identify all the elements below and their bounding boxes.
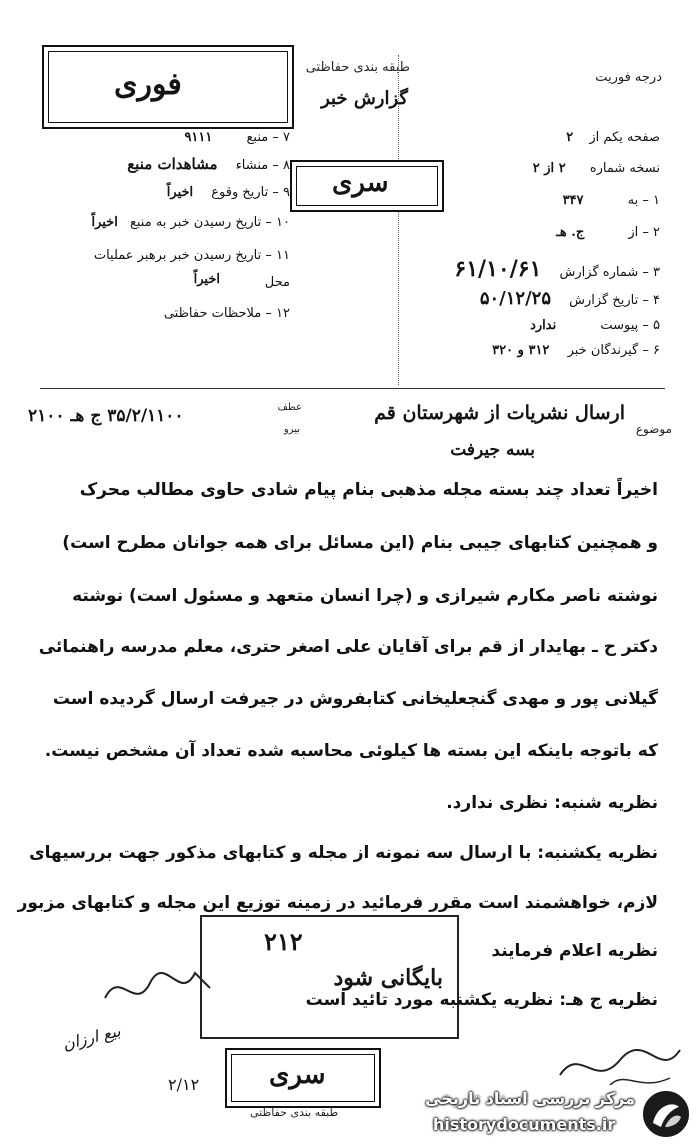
footer-classification-value: سری	[269, 1060, 326, 1090]
urgency-label: درجه فوریت	[595, 70, 662, 85]
field-origin	[127, 155, 290, 173]
form-divider	[398, 55, 400, 385]
field-value: مشاهدات منبع	[127, 155, 218, 173]
urgency-stamp-box	[42, 45, 294, 129]
watermark-title: مرکز بررسی اسناد تاریخی	[425, 1089, 635, 1108]
subject-ref-b: بیرو	[283, 424, 300, 435]
field-location	[265, 275, 290, 290]
field-copy-number	[533, 161, 660, 176]
field-value: ۳۴۷	[562, 193, 584, 208]
subject-text: ارسال نشریات از شهرستان قم	[374, 402, 625, 424]
field-value: ۳۱۲ و ۳۲۰	[492, 343, 550, 358]
field-label: ۳ – شماره گزارش	[559, 265, 660, 280]
field-label: ۲ – از	[628, 225, 660, 240]
footer-classification-box	[225, 1048, 381, 1108]
field-label: ۸ – منشاء	[235, 158, 290, 173]
classification-value: سری	[332, 168, 389, 198]
handwritten-date: ۲/۱۲	[168, 1075, 200, 1094]
field-value: اخیراً	[166, 185, 194, 200]
field-label: ۹ – تاریخ وقوع	[211, 185, 290, 200]
field-label: محل	[264, 275, 290, 290]
field-leader-receipt-value: اخیراً	[193, 272, 220, 287]
body-line: نظریه ج هـ: نظریه یکشنبه مورد تائید است	[305, 990, 658, 1010]
body-line: نظریه اعلام فرمایند	[491, 941, 658, 961]
body-line: اخیراً تعداد چند بسته مجله مذهبی بنام پیام شادی حاوی مطالب محرک	[79, 480, 658, 500]
body-line: نوشته ناصر مکارم شیرازی و (چرا انسان متعهد و مسئول است) نوشته	[72, 586, 658, 606]
body-line: گیلانی پور و مهدی گنجعلیخانی کتابفروش در جیرفت ارسال گردیده است	[52, 689, 658, 709]
field-value: ندارد	[530, 318, 557, 333]
header-divider	[40, 388, 665, 389]
body-line: و همچنین کتابهای جیبی بنام (این مسائل برای همه جوانان مطرح است)	[62, 533, 658, 553]
field-value: ۲ از ۲	[532, 161, 566, 176]
field-label: ۷ – منبع	[246, 130, 290, 145]
margin-note: بیع ارزان	[60, 1021, 123, 1054]
field-label: ۵ – پیوست	[600, 318, 660, 333]
field-label: ۱۰ – تاریخ رسیدن خبر به منبع	[129, 215, 290, 230]
subject-ref-a: عطف	[277, 402, 302, 413]
report-type-title: گزارش خبر	[321, 88, 408, 109]
field-report-number	[454, 256, 660, 282]
field-report-date	[480, 288, 660, 309]
watermark-url: historydocuments.ir	[433, 1115, 616, 1134]
subject-reference: ۳۵/۲/۱۱۰۰ ج هـ ۲۱۰۰	[28, 406, 184, 426]
footer-classification-label: طبقه بندی حفاظتی	[250, 1106, 339, 1119]
field-label: ۱۱ – تاریخ رسیدن خبر برهبر عملیات	[93, 248, 290, 263]
field-value: ۶۱/۱۰/۶۱	[454, 256, 542, 282]
field-leader-receipt-date	[94, 248, 290, 263]
archive-stamp-text: بایگانی شود	[333, 965, 443, 991]
field-source	[184, 130, 290, 145]
body-line: که باتوجه باینکه این بسته ها کیلوئی محاسبه شده تعداد آن مشخص نیست.	[44, 741, 658, 761]
field-label: نسخه شماره	[589, 161, 660, 176]
archive-stamp	[200, 915, 459, 1039]
body-line: نظریه شنبه: نظری ندارد.	[446, 793, 658, 813]
body-line: نظریه یکشنبه: با ارسال سه نمونه از مجله و کتابهای مذکور جهت بررسیهای	[29, 843, 658, 863]
subject-label: موضوع	[635, 422, 672, 436]
field-occurrence-date	[167, 185, 290, 200]
field-label: ۱ – به	[627, 193, 660, 208]
field-value: ۲	[566, 130, 574, 145]
field-label: ۴ – تاریخ گزارش	[569, 293, 660, 308]
archive-stamp-number: ۲۱۲	[264, 927, 303, 956]
watermark	[425, 1085, 697, 1143]
signature-scribble	[100, 958, 220, 1018]
field-recipients	[492, 343, 660, 358]
field-value: ۹۱۱۱	[184, 130, 213, 145]
field-value: ۵۰/۱۲/۲۵	[479, 288, 551, 309]
classification-label: طبقه بندی حفاظتی	[305, 60, 410, 75]
field-value: اخیراً	[91, 215, 118, 230]
field-attachment	[530, 318, 660, 333]
urgency-value: فوری	[114, 67, 182, 102]
field-to	[563, 193, 660, 208]
body-line: لازم، خواهشمند است مقرر فرمائید در زمینه توزیع این مجله و کتابهای مزبور	[17, 893, 658, 913]
field-security-notes	[164, 306, 290, 321]
classification-stamp-box	[290, 160, 444, 212]
field-label: ۱۲ – ملاحظات حفاظتی	[163, 306, 290, 321]
field-label: صفحه یکم از	[589, 130, 660, 145]
watermark-logo-icon	[639, 1087, 693, 1141]
body-line: دکتر ح ـ بهایدار از قم برای آقایان علی اصغر حتری، معلم مدرسه راهنمائی	[38, 637, 658, 657]
field-value: ج. هـ	[556, 225, 585, 240]
field-from	[556, 225, 660, 240]
field-label: ۶ – گیرندگان خبر	[567, 343, 660, 358]
field-page	[566, 130, 660, 145]
subject-text-line2: بسه جیرفت	[450, 440, 535, 460]
field-source-receipt-date	[91, 215, 290, 230]
